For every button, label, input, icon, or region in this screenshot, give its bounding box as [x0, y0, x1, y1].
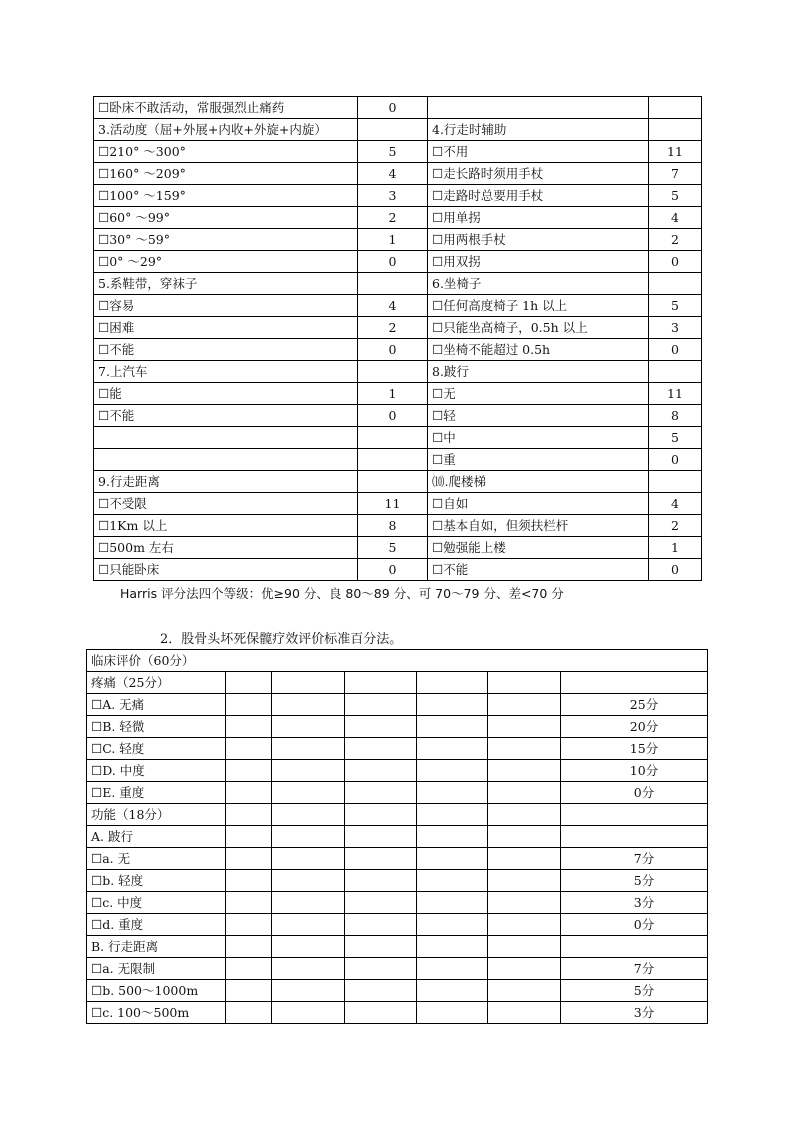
empty-cell — [345, 672, 417, 694]
item-cell: ☐d. 重度 — [87, 914, 226, 936]
table-row — [94, 141, 702, 163]
table-row — [87, 914, 708, 936]
table-row — [94, 559, 702, 581]
score-cell: 0 — [649, 449, 702, 471]
score-cell: 15分 — [561, 738, 708, 760]
item-cell: ☐210° ～300° — [94, 141, 358, 163]
table-row — [94, 493, 702, 515]
empty-cell — [417, 1002, 488, 1024]
item-cell: A. 跛行 — [87, 826, 226, 848]
score-cell: 5 — [649, 295, 702, 317]
empty-cell — [417, 892, 488, 914]
item-cell: ☐不用 — [428, 141, 649, 163]
item-cell: 8.跛行 — [428, 361, 649, 383]
empty-cell — [272, 848, 345, 870]
table-row — [94, 361, 702, 383]
score-cell: 7分 — [561, 848, 708, 870]
empty-cell — [345, 870, 417, 892]
empty-cell — [272, 936, 345, 958]
table-row — [94, 163, 702, 185]
empty-cell — [417, 694, 488, 716]
score-cell — [358, 427, 428, 449]
score-cell — [561, 826, 708, 848]
score-cell: 11 — [649, 383, 702, 405]
score-cell: 0 — [358, 97, 428, 119]
score-cell — [649, 97, 702, 119]
empty-cell — [272, 738, 345, 760]
table-row — [87, 826, 708, 848]
table-row — [94, 273, 702, 295]
empty-cell — [226, 672, 272, 694]
empty-cell — [488, 958, 561, 980]
empty-cell — [417, 914, 488, 936]
item-cell: B. 行走距离 — [87, 936, 226, 958]
empty-cell — [272, 672, 345, 694]
item-cell: ☐D. 中度 — [87, 760, 226, 782]
empty-cell — [226, 958, 272, 980]
score-cell: 0 — [358, 339, 428, 361]
empty-cell — [417, 958, 488, 980]
score-cell: 2 — [649, 515, 702, 537]
empty-cell — [345, 694, 417, 716]
item-cell: ☐用两根手杖 — [428, 229, 649, 251]
empty-cell — [488, 870, 561, 892]
item-cell: 疼痛（25分） — [87, 672, 226, 694]
empty-cell — [226, 980, 272, 1002]
empty-cell — [345, 848, 417, 870]
score-cell: 25分 — [561, 694, 708, 716]
item-cell: 3.活动度（屈+外展+内收+外旋+内旋） — [94, 119, 358, 141]
score-cell: 3 — [358, 185, 428, 207]
table-row — [94, 427, 702, 449]
score-cell: 3分 — [561, 1002, 708, 1024]
table-row — [94, 185, 702, 207]
item-cell: 9.行走距离 — [94, 471, 358, 493]
item-cell: ☐轻 — [428, 405, 649, 427]
empty-cell — [488, 716, 561, 738]
item-cell: ☐无 — [428, 383, 649, 405]
item-cell: ☐E. 重度 — [87, 782, 226, 804]
item-cell: 7.上汽车 — [94, 361, 358, 383]
score-cell: 7 — [649, 163, 702, 185]
item-cell: ☐只能卧床 — [94, 559, 358, 581]
clinical-evaluation-title: 临床评价（60分） — [87, 650, 708, 672]
empty-cell — [345, 738, 417, 760]
score-cell: 2 — [358, 207, 428, 229]
empty-cell — [345, 936, 417, 958]
score-cell: 0 — [649, 559, 702, 581]
score-cell: 3 — [649, 317, 702, 339]
item-cell: ☐30° ～59° — [94, 229, 358, 251]
score-cell: 5 — [358, 141, 428, 163]
empty-cell — [272, 826, 345, 848]
score-cell: 5 — [358, 537, 428, 559]
empty-cell — [488, 892, 561, 914]
table-row — [87, 672, 708, 694]
empty-cell — [417, 804, 488, 826]
empty-cell — [488, 694, 561, 716]
empty-cell — [226, 848, 272, 870]
item-cell: ☐只能坐高椅子，0.5h 以上 — [428, 317, 649, 339]
table-row — [94, 537, 702, 559]
empty-cell — [488, 980, 561, 1002]
item-cell: ☐走长路时须用手杖 — [428, 163, 649, 185]
table-row — [94, 97, 702, 119]
score-cell: 11 — [649, 141, 702, 163]
empty-cell — [226, 826, 272, 848]
item-cell: ☐容易 — [94, 295, 358, 317]
item-cell: ☐c. 中度 — [87, 892, 226, 914]
empty-cell — [417, 848, 488, 870]
table-row — [94, 229, 702, 251]
empty-cell — [488, 760, 561, 782]
table-row — [87, 804, 708, 826]
table-row — [94, 471, 702, 493]
empty-cell — [488, 804, 561, 826]
table-row — [94, 207, 702, 229]
score-cell: 1 — [358, 383, 428, 405]
table-row — [87, 782, 708, 804]
score-cell: 1 — [358, 229, 428, 251]
item-cell: ☐0° ～29° — [94, 251, 358, 273]
score-cell: 4 — [358, 295, 428, 317]
item-cell: ☐160° ～209° — [94, 163, 358, 185]
table-row — [87, 980, 708, 1002]
item-cell: ☐走路时总要用手杖 — [428, 185, 649, 207]
item-cell: ☐卧床不敢活动，常服强烈止痛药 — [94, 97, 358, 119]
table-row — [94, 449, 702, 471]
item-cell: ☐用双拐 — [428, 251, 649, 273]
item-cell: ☐C. 轻度 — [87, 738, 226, 760]
empty-cell — [417, 760, 488, 782]
table-row — [94, 119, 702, 141]
empty-cell — [417, 738, 488, 760]
item-cell: ☐任何高度椅子 1h 以上 — [428, 295, 649, 317]
empty-cell — [345, 782, 417, 804]
table-row — [87, 958, 708, 980]
empty-cell — [417, 782, 488, 804]
empty-cell — [488, 672, 561, 694]
score-cell — [358, 471, 428, 493]
score-cell: 7分 — [561, 958, 708, 980]
table-row — [94, 295, 702, 317]
table-row — [94, 339, 702, 361]
empty-cell — [226, 914, 272, 936]
item-cell: ☐b. 500～1000m — [87, 980, 226, 1002]
item-cell: ☐不能 — [94, 405, 358, 427]
empty-cell — [488, 826, 561, 848]
empty-cell — [272, 870, 345, 892]
empty-cell — [272, 782, 345, 804]
score-cell: 5 — [649, 427, 702, 449]
item-cell: ☐用单拐 — [428, 207, 649, 229]
empty-cell — [345, 804, 417, 826]
item-cell: ☐不受限 — [94, 493, 358, 515]
table-row — [94, 251, 702, 273]
score-cell: 1 — [649, 537, 702, 559]
empty-cell — [226, 716, 272, 738]
score-cell: 2 — [649, 229, 702, 251]
item-cell: ☐c. 100～500m — [87, 1002, 226, 1024]
score-cell: 0 — [649, 251, 702, 273]
empty-cell — [226, 892, 272, 914]
item-cell: ☐能 — [94, 383, 358, 405]
empty-cell — [226, 738, 272, 760]
empty-cell — [272, 914, 345, 936]
empty-cell — [272, 958, 345, 980]
empty-cell — [417, 716, 488, 738]
item-cell: ☐a. 无限制 — [87, 958, 226, 980]
table-row — [87, 1002, 708, 1024]
empty-cell — [226, 1002, 272, 1024]
empty-cell — [226, 694, 272, 716]
score-cell — [358, 449, 428, 471]
score-cell — [561, 672, 708, 694]
section-heading: 2．股骨头坏死保髋疗效评价标准百分法。 — [160, 632, 403, 647]
item-cell: ☐基本自如，但须扶栏杆 — [428, 515, 649, 537]
score-cell — [358, 119, 428, 141]
item-cell: ☐不能 — [428, 559, 649, 581]
score-cell: 8 — [649, 405, 702, 427]
item-cell: ☐坐椅不能超过 0.5h — [428, 339, 649, 361]
harris-grade-note: Harris 评分法四个等级：优≥90 分、良 80～89 分、可 70～79 分、差<70 分 — [120, 586, 564, 601]
empty-cell — [488, 914, 561, 936]
item-cell — [94, 427, 358, 449]
item-cell: 5.系鞋带，穿袜子 — [94, 273, 358, 295]
score-cell — [561, 804, 708, 826]
table-row — [87, 936, 708, 958]
empty-cell — [345, 1002, 417, 1024]
empty-cell — [272, 1002, 345, 1024]
empty-cell — [417, 980, 488, 1002]
table-row — [94, 383, 702, 405]
empty-cell — [345, 892, 417, 914]
item-cell: ☐自如 — [428, 493, 649, 515]
empty-cell — [345, 760, 417, 782]
empty-cell — [417, 826, 488, 848]
hip-preservation-score-table — [86, 649, 708, 1024]
score-cell — [649, 361, 702, 383]
empty-cell — [272, 760, 345, 782]
score-cell: 2 — [358, 317, 428, 339]
table-title-row — [87, 650, 708, 672]
empty-cell — [345, 914, 417, 936]
item-cell: ☐重 — [428, 449, 649, 471]
score-cell — [561, 936, 708, 958]
item-cell — [428, 97, 649, 119]
table-row — [94, 317, 702, 339]
table-row — [87, 892, 708, 914]
item-cell — [94, 449, 358, 471]
score-cell: 4 — [649, 207, 702, 229]
empty-cell — [272, 694, 345, 716]
item-cell: 功能（18分） — [87, 804, 226, 826]
score-cell — [649, 471, 702, 493]
score-cell: 0 — [358, 405, 428, 427]
empty-cell — [488, 782, 561, 804]
empty-cell — [272, 892, 345, 914]
item-cell: ☐A. 无痛 — [87, 694, 226, 716]
item-cell: ☐勉强能上楼 — [428, 537, 649, 559]
empty-cell — [345, 716, 417, 738]
score-cell: 8 — [358, 515, 428, 537]
empty-cell — [488, 1002, 561, 1024]
table-row — [87, 870, 708, 892]
table-row — [87, 738, 708, 760]
empty-cell — [488, 848, 561, 870]
item-cell: ☐B. 轻微 — [87, 716, 226, 738]
table-row — [87, 760, 708, 782]
empty-cell — [488, 738, 561, 760]
empty-cell — [417, 936, 488, 958]
empty-cell — [272, 716, 345, 738]
table-row — [94, 405, 702, 427]
empty-cell — [226, 804, 272, 826]
score-cell: 3分 — [561, 892, 708, 914]
score-cell: 20分 — [561, 716, 708, 738]
empty-cell — [417, 672, 488, 694]
score-cell: 10分 — [561, 760, 708, 782]
score-cell: 0 — [358, 251, 428, 273]
empty-cell — [345, 826, 417, 848]
score-cell: 4 — [649, 493, 702, 515]
item-cell: ☐100° ～159° — [94, 185, 358, 207]
score-cell — [358, 273, 428, 295]
empty-cell — [417, 870, 488, 892]
empty-cell — [226, 782, 272, 804]
score-cell: 4 — [358, 163, 428, 185]
table-row — [94, 515, 702, 537]
item-cell: ☐60° ～99° — [94, 207, 358, 229]
table-row — [87, 848, 708, 870]
item-cell: ☐中 — [428, 427, 649, 449]
score-cell: 11 — [358, 493, 428, 515]
score-cell — [358, 361, 428, 383]
item-cell: 4.行走时辅助 — [428, 119, 649, 141]
item-cell: 6.坐椅子 — [428, 273, 649, 295]
empty-cell — [272, 980, 345, 1002]
score-cell: 5 — [649, 185, 702, 207]
score-cell: 5分 — [561, 980, 708, 1002]
item-cell: ☐困难 — [94, 317, 358, 339]
item-cell: ☐不能 — [94, 339, 358, 361]
score-cell: 0分 — [561, 782, 708, 804]
empty-cell — [272, 804, 345, 826]
table-row — [87, 694, 708, 716]
item-cell: ☐b. 轻度 — [87, 870, 226, 892]
item-cell: ⑽.爬楼梯 — [428, 471, 649, 493]
score-cell — [649, 273, 702, 295]
empty-cell — [488, 936, 561, 958]
empty-cell — [226, 760, 272, 782]
empty-cell — [345, 980, 417, 1002]
item-cell: ☐1Km 以上 — [94, 515, 358, 537]
score-cell: 0分 — [561, 914, 708, 936]
score-cell — [649, 119, 702, 141]
score-cell: 0 — [649, 339, 702, 361]
empty-cell — [226, 870, 272, 892]
table-row — [87, 716, 708, 738]
score-cell: 5分 — [561, 870, 708, 892]
empty-cell — [345, 958, 417, 980]
score-cell: 0 — [358, 559, 428, 581]
item-cell: ☐500m 左右 — [94, 537, 358, 559]
item-cell: ☐a. 无 — [87, 848, 226, 870]
harris-score-table — [93, 96, 702, 581]
empty-cell — [226, 936, 272, 958]
